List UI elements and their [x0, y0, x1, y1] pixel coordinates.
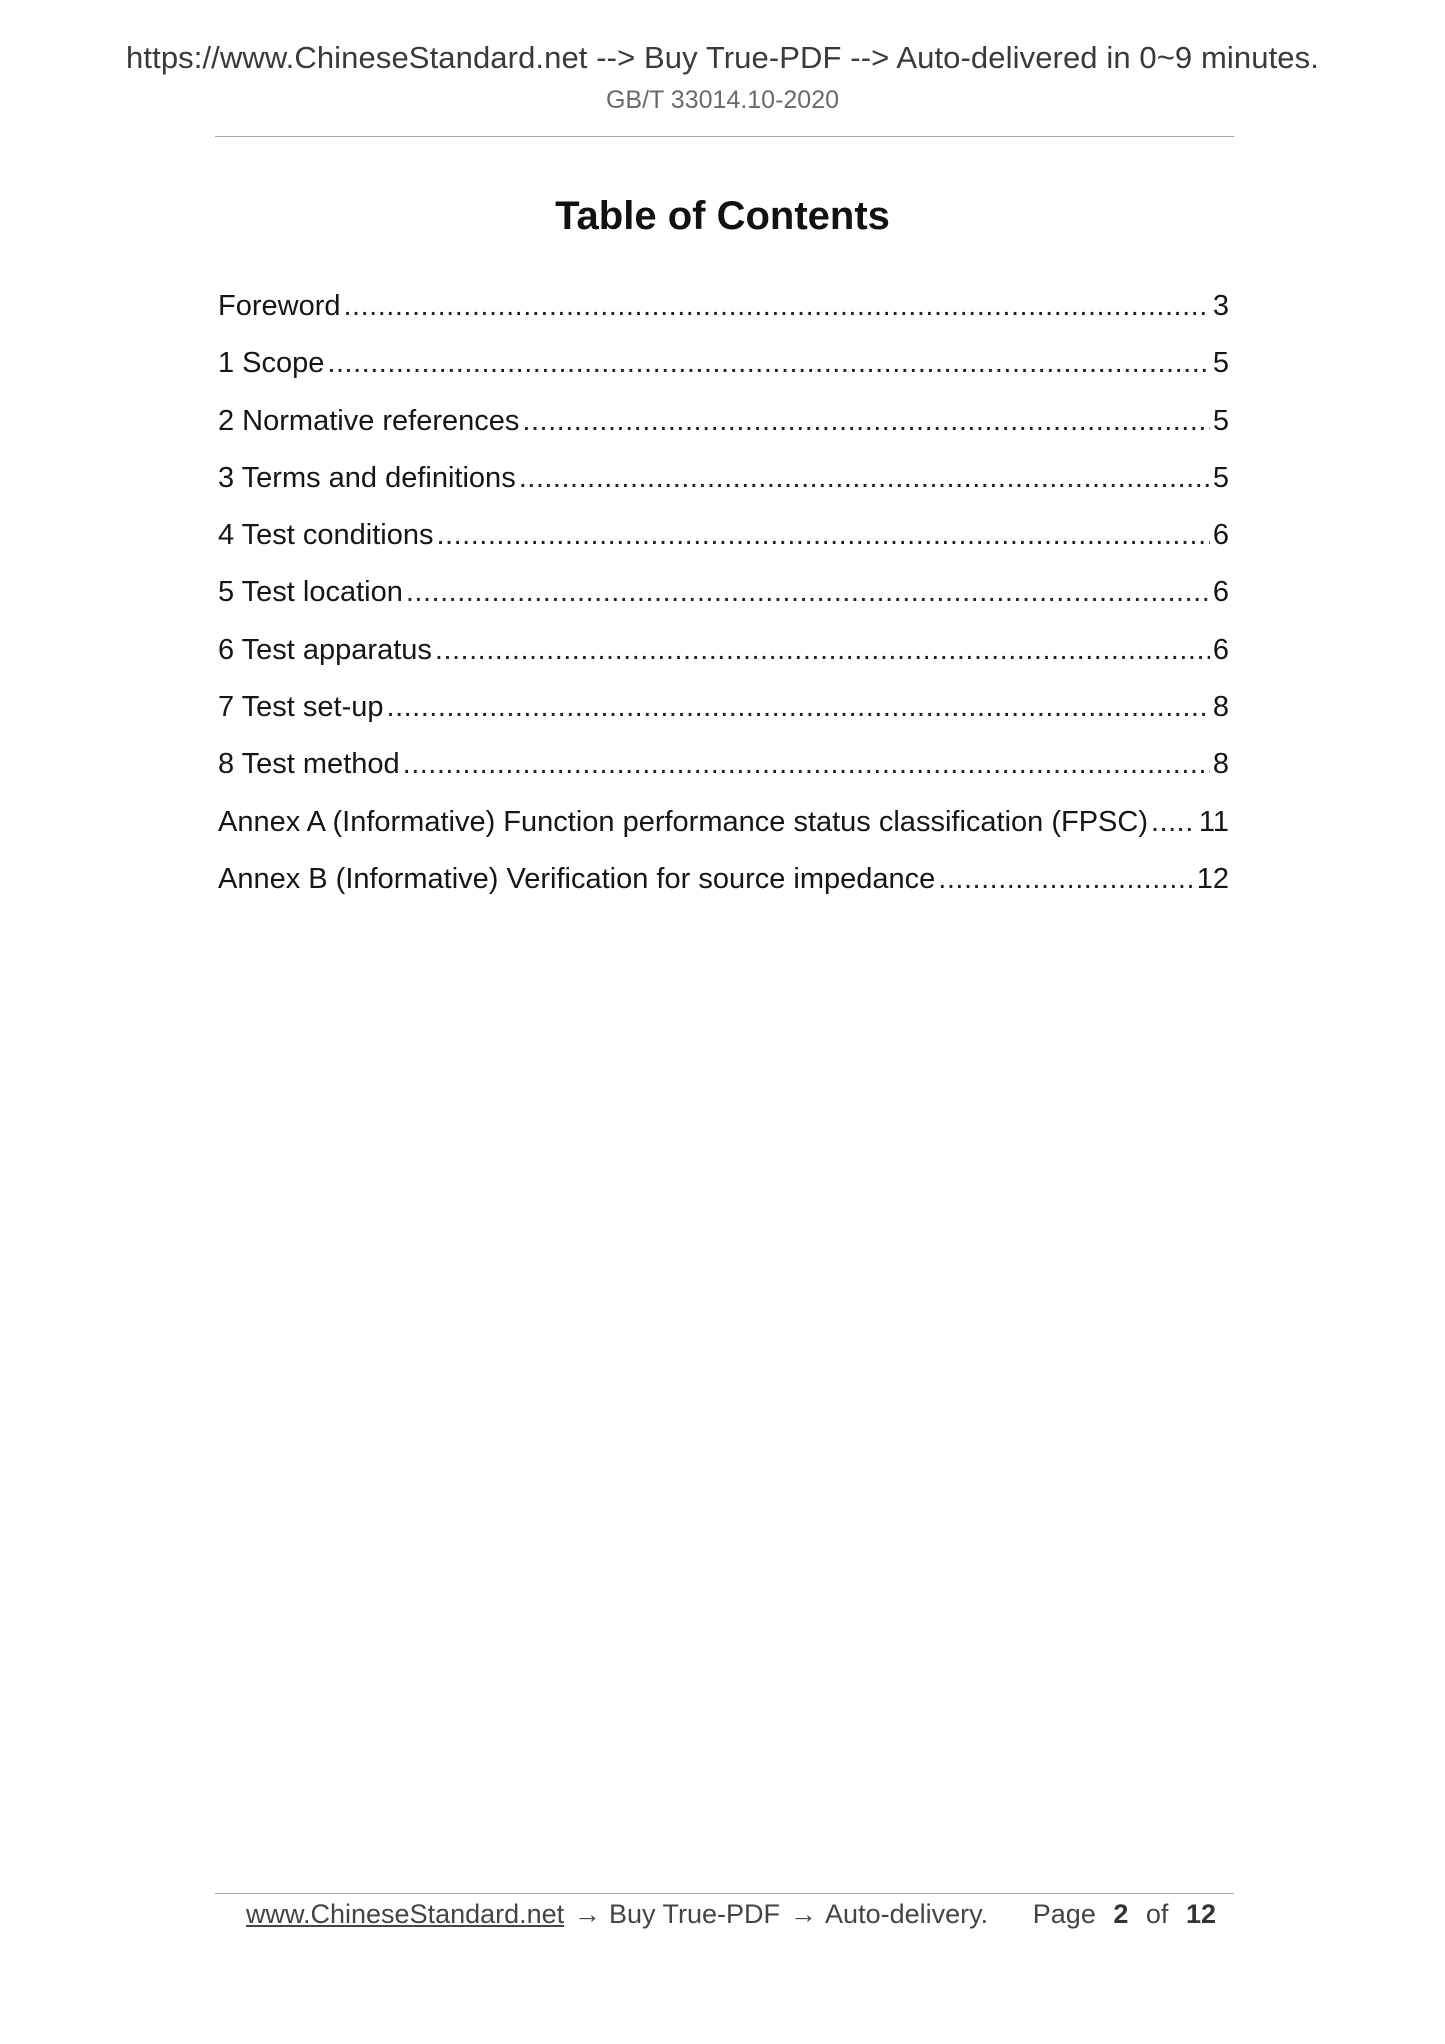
document-number: GB/T 33014.10-2020: [605, 86, 840, 114]
toc-leader-dots: [437, 516, 1210, 554]
toc-entry-page: 5: [1212, 347, 1229, 380]
page-indicator: [1033, 1894, 1216, 1934]
total-page-number: 12: [1185, 1899, 1216, 1929]
toc-entry-page: 11: [1198, 805, 1229, 838]
toc-entry-page: 6: [1212, 519, 1229, 552]
toc-entry-foreword[interactable]: [218, 287, 1229, 344]
footer-tagline: [564, 1894, 988, 1934]
toc-entry-annex-a[interactable]: [218, 803, 1229, 860]
footer-website-link[interactable]: www.ChineseStandard.net: [246, 1899, 565, 1929]
footer-delivery-text: Auto-delivery.: [825, 1899, 989, 1929]
of-word: of: [1145, 1899, 1169, 1929]
toc-entry-test-method[interactable]: [218, 745, 1229, 802]
toc-entry-page: 12: [1196, 862, 1229, 895]
toc-leader-dots: [406, 573, 1210, 611]
toc-leader-dots: [1151, 803, 1196, 841]
toc-entry-label: 7 Test set-up: [218, 691, 384, 724]
toc-entry-label: 1 Scope: [218, 347, 325, 380]
page-footer: [246, 1894, 1216, 1934]
page-title: Table of Contents: [555, 194, 890, 238]
header-banner: https://www.ChineseStandard.net --> Buy True-PDF --> Auto-delivered in 0~9 minutes.: [126, 40, 1319, 75]
current-page-number: 2: [1113, 1899, 1129, 1929]
toc-entry-label: 3 Terms and definitions: [218, 461, 516, 494]
toc-entry-annex-b[interactable]: [218, 860, 1229, 917]
toc-entry-test-apparatus[interactable]: [218, 631, 1229, 688]
page-word: Page: [1032, 1899, 1096, 1929]
toc-entry-page: 6: [1212, 633, 1229, 666]
toc-leader-dots: [938, 860, 1193, 898]
toc-entry-label: 4 Test conditions: [218, 519, 434, 552]
header-divider: [215, 136, 1234, 137]
toc-leader-dots: [387, 688, 1210, 726]
toc-entry-page: 8: [1212, 691, 1229, 724]
toc-leader-dots: [522, 402, 1209, 440]
toc-entry-normative-references[interactable]: [218, 402, 1229, 459]
toc-entry-scope[interactable]: [218, 344, 1229, 401]
toc-entry-page: 3: [1212, 290, 1229, 322]
toc-entry-page: 8: [1212, 748, 1229, 781]
toc-entry-page: 5: [1212, 404, 1229, 437]
toc-leader-dots: [403, 745, 1210, 783]
arrow-right-icon: →: [574, 1899, 601, 1929]
toc-entry-test-set-up[interactable]: [218, 688, 1229, 745]
toc-entry-page: 6: [1212, 576, 1229, 609]
toc-entry-page: 5: [1212, 461, 1229, 494]
toc-leader-dots: [327, 344, 1209, 382]
arrow-right-icon: →: [790, 1899, 818, 1929]
toc-leader-dots: [435, 631, 1210, 669]
toc-entry-label: Annex A (Informative) Function performance status classification (FPSC): [218, 805, 1148, 838]
toc-leader-dots: [344, 287, 1210, 325]
toc-entry-label: 5 Test location: [218, 576, 403, 609]
footer-buy-text: Buy True-PDF: [609, 1899, 781, 1929]
toc-entry-label: Foreword: [218, 290, 341, 322]
toc-entry-terms-and-definitions[interactable]: [218, 459, 1229, 516]
toc-entry-label: 2 Normative references: [218, 404, 520, 437]
toc-entry-label: 8 Test method: [218, 748, 400, 781]
toc-leader-dots: [519, 459, 1210, 497]
toc-entry-label: 6 Test apparatus: [218, 633, 432, 666]
toc-entry-label: Annex B (Informative) Verification for source impedance: [218, 862, 936, 895]
toc-entry-test-location[interactable]: [218, 573, 1229, 630]
toc-entry-test-conditions[interactable]: [218, 516, 1229, 573]
table-of-contents: [218, 287, 1229, 917]
